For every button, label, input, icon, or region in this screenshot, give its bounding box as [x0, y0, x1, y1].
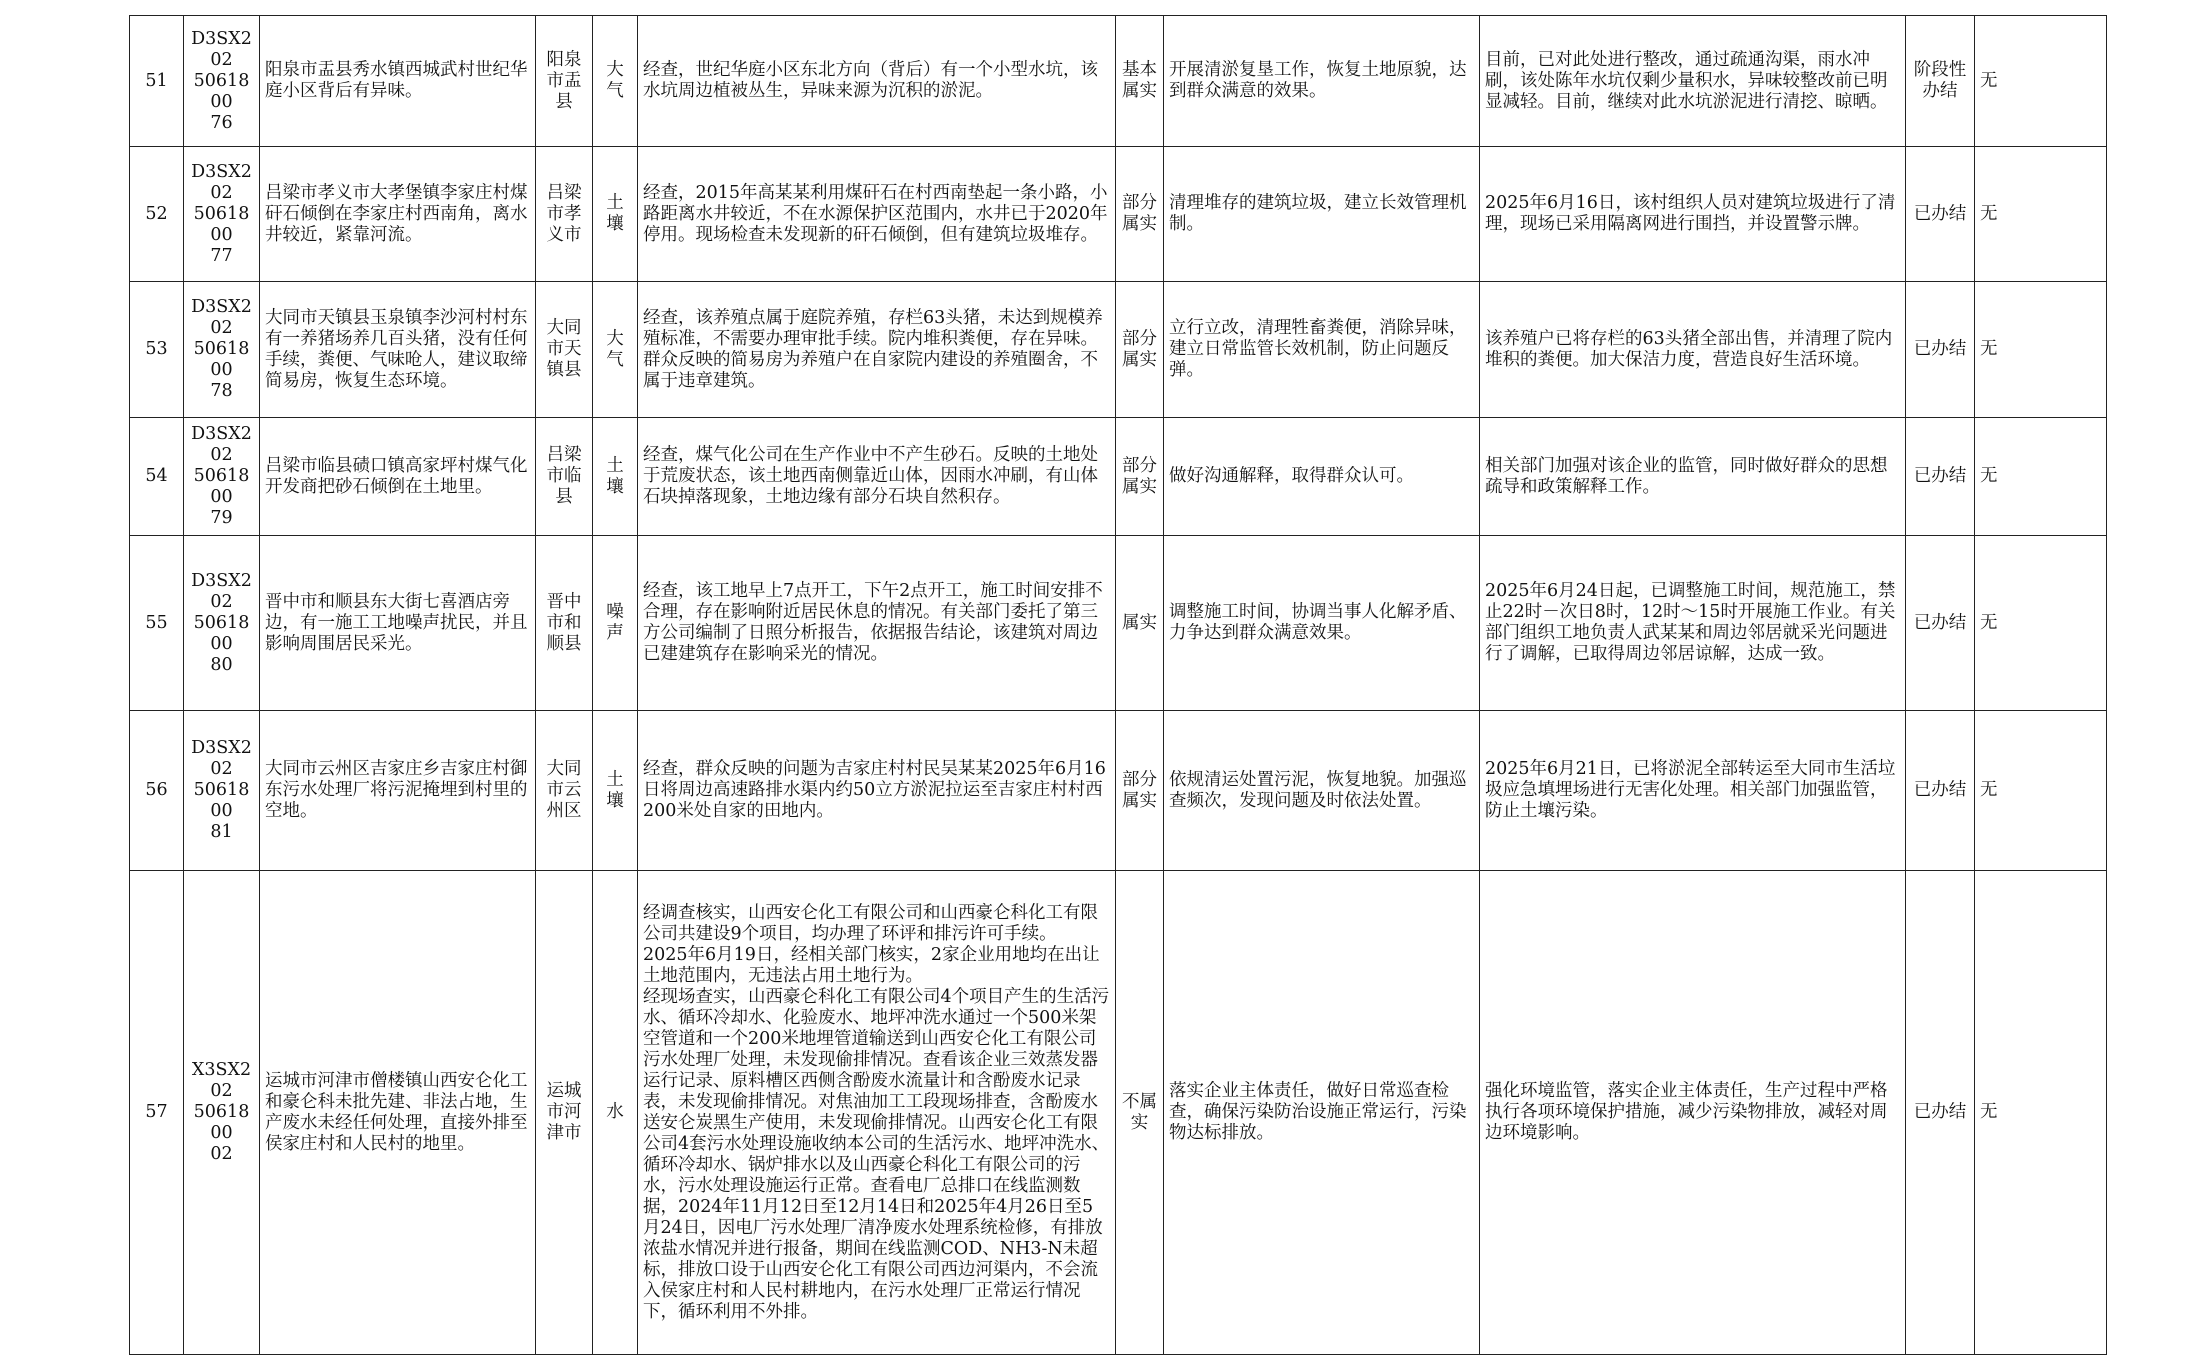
accountability: 无 [1975, 871, 2107, 1355]
complaint-content: 运城市河津市僧楼镇山西安仑化工和豪仑科未批先建、非法占地，生产废水未经任何处理，直接外排至侯家庄村和人民村的地里。 [260, 871, 536, 1355]
pollution-type: 噪声 [593, 536, 638, 711]
case-code [184, 711, 260, 871]
table-row [130, 16, 2107, 147]
case-code-line: D3SX202 [191, 161, 252, 203]
row-seq: 56 [130, 711, 184, 871]
pollution-type: 大气 [593, 16, 638, 147]
completion-status: 已办结 [1906, 871, 1975, 1355]
investigation-paragraph: 经调查核实，山西安仑化工有限公司和山西豪仑科化工有限公司共建设9个项目，均办理了环评和排污许可手续。 [643, 902, 1098, 944]
row-seq: 57 [130, 871, 184, 1355]
rectification-goal: 立行立改，清理牲畜粪便，消除异味，建立日常监管长效机制，防止问题反弹。 [1164, 282, 1480, 418]
case-code [184, 418, 260, 536]
case-code-line: 5061800 [193, 339, 250, 380]
verification-status: 不属实 [1116, 871, 1164, 1355]
case-code-line: 5061800 [193, 466, 250, 507]
completion-status: 已办结 [1906, 418, 1975, 536]
table-row [130, 418, 2107, 536]
case-code-line: 02 [210, 1144, 233, 1164]
investigation-result [638, 871, 1116, 1355]
investigation-result [638, 282, 1116, 418]
city-county: 吕梁市临县 [536, 418, 593, 536]
city-county: 晋中市和顺县 [536, 536, 593, 711]
accountability: 无 [1975, 711, 2107, 871]
verification-status: 基本属实 [1116, 16, 1164, 147]
investigation-result [638, 711, 1116, 871]
pollution-type: 水 [593, 871, 638, 1355]
pollution-type: 土壤 [593, 418, 638, 536]
row-seq: 53 [130, 282, 184, 418]
investigation-paragraph: 经查，该养殖点属于庭院养殖，存栏63头猪，未达到规模养殖标准，不需要办理审批手续。院内堆积粪便，存在异味。群众反映的简易房为养殖户在自家院内建设的养殖圈舍，不属于违章建筑。 [643, 307, 1103, 391]
accountability: 无 [1975, 16, 2107, 147]
rectification-result: 2025年6月24日起，已调整施工时间，规范施工，禁止22时－次日8时，12时～15时开展施工作业。有关部门组织工地负责人武某某和周边邻居就采光问题进行了调解，已取得周边邻居谅解，达成一致。 [1480, 536, 1906, 711]
accountability: 无 [1975, 147, 2107, 282]
complaint-content: 大同市天镇县玉泉镇李沙河村村东有一养猪场养几百头猪，没有任何手续，粪便、气味呛人，建议取缔简易房，恢复生态环境。 [260, 282, 536, 418]
verification-status: 部分属实 [1116, 418, 1164, 536]
case-code [184, 147, 260, 282]
case-code-line: 79 [210, 508, 233, 528]
case-code-line: D3SX202 [191, 424, 252, 465]
city-county: 大同市云州区 [536, 711, 593, 871]
row-seq: 55 [130, 536, 184, 711]
row-seq: 52 [130, 147, 184, 282]
complaint-content: 吕梁市孝义市大孝堡镇李家庄村煤矸石倾倒在李家庄村西南角，离水井较近，紧靠河流。 [260, 147, 536, 282]
case-code-line: 78 [210, 381, 233, 401]
case-code [184, 871, 260, 1355]
case-code-line: D3SX202 [191, 28, 252, 70]
completion-status: 已办结 [1906, 282, 1975, 418]
table-row [130, 711, 2107, 871]
investigation-paragraph: 经查，2015年高某某利用煤矸石在村西南垫起一条小路，小路距离水井较近，不在水源保护区范围内，水井已于2020年停用。现场检查未发现新的矸石倾倒，但有建筑垃圾堆存。 [643, 182, 1108, 245]
complaint-content: 吕梁市临县碛口镇高家坪村煤气化开发商把砂石倾倒在土地里。 [260, 418, 536, 536]
rectification-goal: 依规清运处置污泥，恢复地貌。加强巡查频次，发现问题及时依法处置。 [1164, 711, 1480, 871]
completion-status: 已办结 [1906, 147, 1975, 282]
row-seq: 51 [130, 16, 184, 147]
investigation-paragraph: 经查，该工地早上7点开工，下午2点开工，施工时间安排不合理，存在影响附近居民休息的情况。有关部门委托了第三方公司编制了日照分析报告，依据报告结论，该建筑对周边已建建筑存在影响采光的情况。 [643, 581, 1103, 664]
rectification-result: 相关部门加强对该企业的监管，同时做好群众的思想疏导和政策解释工作。 [1480, 418, 1906, 536]
investigation-paragraph: 经查，群众反映的问题为吉家庄村村民吴某某2025年6月16日将周边高速路排水渠内约50立方淤泥拉运至吉家庄村村西200米处自家的田地内。 [643, 759, 1106, 821]
pollution-type: 大气 [593, 282, 638, 418]
city-county: 阳泉市盂县 [536, 16, 593, 147]
rectification-result: 强化环境监管，落实企业主体责任，生产过程中严格执行各项环境保护措施，减少污染物排放，减轻对周边环境影响。 [1480, 871, 1906, 1355]
table-row [130, 871, 2107, 1355]
row-seq: 54 [130, 418, 184, 536]
case-code-line: X3SX202 [191, 1060, 252, 1101]
case-code-line: D3SX202 [191, 297, 252, 338]
case-code-line: 5061800 [193, 612, 250, 654]
verification-status: 属实 [1116, 536, 1164, 711]
accountability: 无 [1975, 282, 2107, 418]
rectification-result: 目前，已对此处进行整改，通过疏通沟渠，雨水冲刷，该处陈年水坑仅剩少量积水，异味较整改前已明显减轻。目前，继续对此水坑淤泥进行清挖、晾晒。 [1480, 16, 1906, 147]
verification-status: 部分属实 [1116, 147, 1164, 282]
accountability: 无 [1975, 418, 2107, 536]
complaint-content: 大同市云州区吉家庄乡吉家庄村御东污水处理厂将污泥掩埋到村里的空地。 [260, 711, 536, 871]
investigation-result [638, 147, 1116, 282]
case-code-line: 5061800 [193, 203, 250, 245]
complaint-table [129, 15, 2107, 1355]
investigation-result [638, 418, 1116, 536]
rectification-result: 2025年6月16日，该村组织人员对建筑垃圾进行了清理，现场已采用隔离网进行围挡，并设置警示牌。 [1480, 147, 1906, 282]
case-code-line: 81 [210, 822, 233, 842]
pollution-type: 土壤 [593, 147, 638, 282]
verification-status: 部分属实 [1116, 711, 1164, 871]
rectification-goal: 做好沟通解释，取得群众认可。 [1164, 418, 1480, 536]
table-row [130, 147, 2107, 282]
completion-status: 阶段性办结 [1906, 16, 1975, 147]
case-code-line: 5061800 [193, 1102, 250, 1143]
case-code-line: D3SX202 [191, 570, 252, 612]
city-county: 大同市天镇县 [536, 282, 593, 418]
case-code-line: D3SX202 [191, 738, 252, 779]
table-row [130, 282, 2107, 418]
investigation-result [638, 16, 1116, 147]
rectification-goal: 清理堆存的建筑垃圾，建立长效管理机制。 [1164, 147, 1480, 282]
case-code [184, 536, 260, 711]
accountability: 无 [1975, 536, 2107, 711]
case-code [184, 282, 260, 418]
case-code-line: 80 [210, 654, 233, 675]
rectification-goal: 落实企业主体责任，做好日常巡查检查，确保污染防治设施正常运行，污染物达标排放。 [1164, 871, 1480, 1355]
investigation-paragraph: 经现场查实，山西豪仑科化工有限公司4个项目产生的生活污水、循环冷却水、化验废水、地坪冲洗水通过一个500米架空管道和一个200米地埋管道输送到山西安仑化工有限公司污水处理厂处理，未发现偷排情况。查看该企业三效蒸发器运行记录、原料槽区西侧含酚废水流量计和含酚废水记录表，未发现偷排情况。对焦油加工工段现场排查，含酚废水送安仑炭黑生产使用，未发现偷排情况。山西安仑化工有限公司4套污水处理设施收纳本公司的生活污水、地坪冲洗水、循环冷却水、锅炉排水以及山西豪仑科化工有限公司的污水，污水处理设施运行正常。查看电厂总排口在线监测数据，2024年11月12日至12月14日和2025年4月26日至5月24日，因电厂污水处理厂清净废水处理系统检修，有排放浓盐水情况并进行报备，期间在线监测COD、NH3-N未超标，排放口设于山西安仑化工有限公司西边河渠内，不会流入侯家庄村和人民村耕地内，在污水处理厂正常运行情况下，循环利用不外排。 [643, 986, 1110, 1322]
pollution-type: 土壤 [593, 711, 638, 871]
case-code-line: 77 [210, 245, 233, 266]
complaint-content: 阳泉市盂县秀水镇西城武村世纪华庭小区背后有异味。 [260, 16, 536, 147]
case-code-line: 76 [210, 112, 233, 133]
complaint-content: 晋中市和顺县东大街七喜酒店旁边，有一施工工地噪声扰民，并且影响周围居民采光。 [260, 536, 536, 711]
verification-status: 部分属实 [1116, 282, 1164, 418]
completion-status: 已办结 [1906, 711, 1975, 871]
case-code-line: 5061800 [193, 780, 250, 821]
rectification-result: 2025年6月21日，已将淤泥全部转运至大同市生活垃圾应急填埋场进行无害化处理。相关部门加强监管，防止土壤污染。 [1480, 711, 1906, 871]
case-code-line: 5061800 [193, 70, 250, 112]
completion-status: 已办结 [1906, 536, 1975, 711]
rectification-goal: 开展清淤复垦工作，恢复土地原貌，达到群众满意的效果。 [1164, 16, 1480, 147]
table-row [130, 536, 2107, 711]
city-county: 吕梁市孝义市 [536, 147, 593, 282]
rectification-result: 该养殖户已将存栏的63头猪全部出售，并清理了院内堆积的粪便。加大保洁力度，营造良好生活环境。 [1480, 282, 1906, 418]
investigation-paragraph: 经查，世纪华庭小区东北方向（背后）有一个小型水坑，该水坑周边植被丛生，异味来源为沉积的淤泥。 [643, 60, 1098, 101]
rectification-goal: 调整施工时间，协调当事人化解矛盾、力争达到群众满意效果。 [1164, 536, 1480, 711]
investigation-result [638, 536, 1116, 711]
city-county: 运城市河津市 [536, 871, 593, 1355]
case-code [184, 16, 260, 147]
investigation-paragraph: 2025年6月19日，经相关部门核实，2家企业用地均在出让土地范围内，无违法占用土地行为。 [643, 944, 1100, 986]
investigation-paragraph: 经查，煤气化公司在生产作业中不产生砂石。反映的土地处于荒废状态，该土地西南侧靠近山体，因雨水冲刷，有山体石块掉落现象，土地边缘有部分石块自然积存。 [643, 445, 1098, 507]
